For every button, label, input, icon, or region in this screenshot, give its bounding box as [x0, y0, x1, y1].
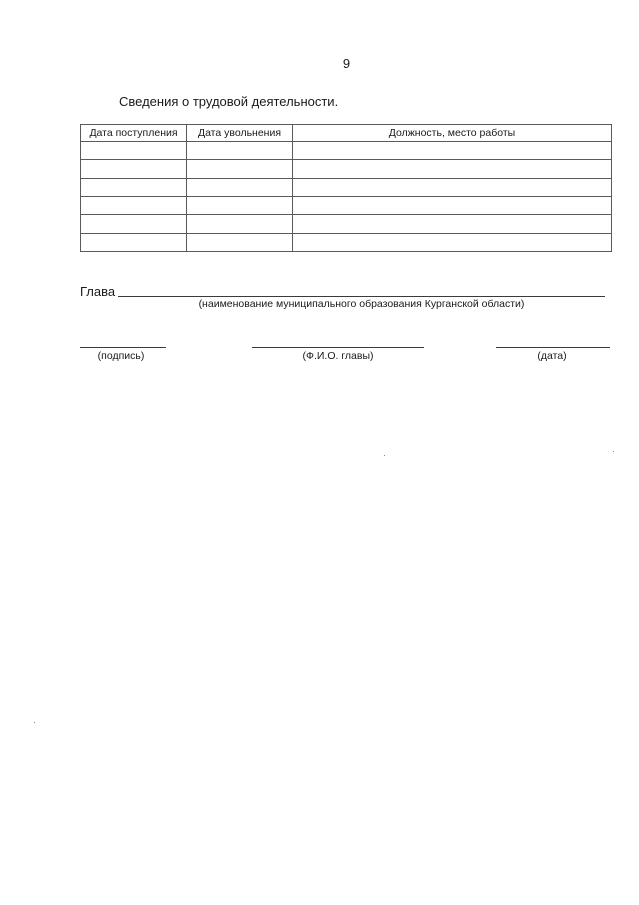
header-position: Должность, место работы [293, 125, 612, 142]
table-row [81, 178, 612, 196]
signature-caption: (подпись) [97, 350, 145, 362]
scan-speck [34, 722, 35, 723]
date-caption: (дата) [537, 350, 567, 362]
table-body [81, 142, 612, 252]
signature-blank-line [80, 347, 166, 348]
municipality-blank-line [118, 296, 605, 297]
table-cell [293, 215, 612, 233]
header-end-date: Дата увольнения [187, 125, 293, 142]
table-cell [187, 215, 293, 233]
name-blank-line [252, 347, 424, 348]
table-cell [293, 160, 612, 178]
header-start-date: Дата поступления [81, 125, 187, 142]
table-row [81, 142, 612, 160]
table-cell [293, 142, 612, 160]
head-label: Глава [80, 284, 116, 299]
table-cell [81, 160, 187, 178]
scan-speck [613, 451, 614, 452]
table-cell [187, 142, 293, 160]
date-blank-line [496, 347, 610, 348]
table-row [81, 160, 612, 178]
scan-speck [384, 455, 385, 456]
table-cell [293, 233, 612, 251]
table-row [81, 196, 612, 214]
section-title: Сведения о трудовой деятельности. [119, 94, 339, 109]
municipality-caption: (наименование муниципального образования Курганской области) [198, 298, 525, 310]
table-cell [81, 178, 187, 196]
table-cell [187, 233, 293, 251]
table-cell [187, 160, 293, 178]
table-cell [81, 215, 187, 233]
table-cell [187, 196, 293, 214]
table-cell [293, 178, 612, 196]
table-row [81, 233, 612, 251]
table-cell [81, 233, 187, 251]
employment-table [80, 124, 612, 252]
table-row [81, 215, 612, 233]
name-caption: (Ф.И.О. главы) [302, 350, 374, 362]
table-header-row [81, 125, 612, 142]
table-cell [293, 196, 612, 214]
table-cell [81, 142, 187, 160]
page-number: 9 [342, 56, 351, 71]
table-cell [187, 178, 293, 196]
table-cell [81, 196, 187, 214]
